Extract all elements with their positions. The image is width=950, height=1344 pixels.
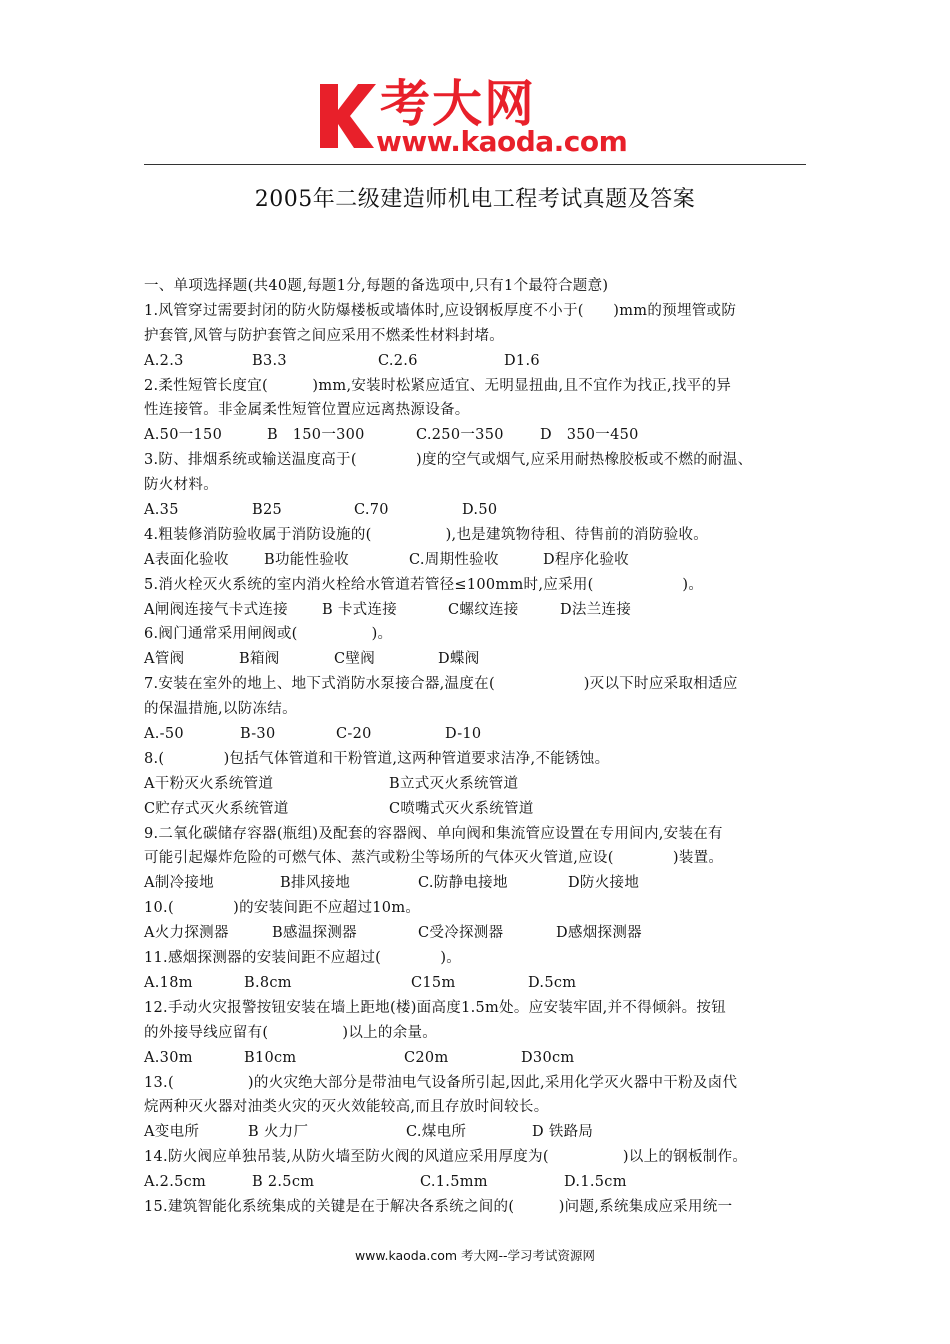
option: C壁阀 [334, 651, 375, 668]
question-item [144, 1195, 814, 1220]
question-text-line: 7.安装在室外的地上、地下式消防水泵接合器,温度在( )灭以下时应采取相适应 [144, 676, 738, 693]
option: C喷嘴式灭火系统管道 [389, 800, 534, 817]
option: C受冷探测器 [418, 925, 504, 942]
question-text-line: 4.粗装修消防验收属于消防设施的( ),也是建筑物待租、待售前的消防验收。 [144, 526, 709, 543]
option: A管阀 [144, 651, 185, 668]
option: B10cm [244, 1049, 297, 1066]
option: A闸阀连接气卡式连接 [144, 601, 288, 618]
option-row [144, 1170, 814, 1195]
question-item [144, 448, 814, 523]
question-item [144, 1071, 814, 1146]
option: D.5cm [528, 974, 577, 991]
question-item [144, 946, 814, 996]
option: D 铁路局 [532, 1124, 594, 1141]
option: B箱阀 [239, 651, 280, 668]
option: D1.6 [504, 352, 540, 369]
question-text-line: 2.柔性短管长度宜( )mm,安装时松紧应适宜、无明显扭曲,且不宜作为找正,找平的异 [144, 377, 732, 394]
option: D程序化验收 [543, 551, 629, 568]
option: B 2.5cm [252, 1174, 315, 1191]
question-text-line: 烷两种灭火器对油类火灾的灭火效能较高,而且存放时间较长。 [144, 1099, 549, 1116]
option-row [144, 971, 814, 996]
option: D-10 [445, 726, 482, 743]
question-item [144, 573, 814, 623]
option: C螺纹连接 [448, 601, 519, 618]
option-row [144, 498, 814, 523]
option: A.2.5cm [144, 1174, 207, 1191]
question-text-line: 12.手动火灾报警按钮安装在墙上距地(楼)面高度1.5m处。应安装牢固,并不得倾斜。按钮 [144, 999, 726, 1016]
option-row [144, 598, 814, 623]
option: C.70 [354, 502, 389, 519]
option: D蝶阀 [438, 651, 480, 668]
option: B 卡式连接 [322, 601, 398, 618]
option: A.18m [144, 974, 193, 991]
question-text-line: 11.感烟探测器的安装间距不应超过( )。 [144, 950, 462, 967]
question-item [144, 672, 814, 747]
option: B排风接地 [280, 875, 351, 892]
document-title: 2005年二级建造师机电工程考试真题及答案 [254, 187, 696, 212]
option-row [144, 423, 814, 448]
logo-chinese-name: 考大网 [380, 75, 536, 133]
option: A.30m [144, 1049, 193, 1066]
option-row [144, 1120, 814, 1145]
option: A火力探测器 [144, 925, 229, 942]
header-divider [144, 164, 806, 165]
option: C.煤电所 [406, 1124, 467, 1141]
question-item [144, 822, 814, 897]
option-row [144, 772, 814, 797]
option-row [144, 647, 814, 672]
question-item [144, 896, 814, 946]
question-text-line: 的外接导线应留有( )以上的余量。 [144, 1024, 438, 1041]
option: A制冷接地 [144, 875, 214, 892]
option: D.50 [462, 502, 498, 519]
kaoda-logo[interactable] [318, 75, 648, 162]
question-text-line: 9.二氧化碳储存容器(瓶组)及配套的容器阀、单向阀和集流管应设置在专用间内,安装在有 [144, 825, 723, 842]
option: B感温探测器 [272, 925, 357, 942]
option: C.周期性验收 [409, 551, 499, 568]
option: C20m [404, 1049, 449, 1066]
question-text-line: 性连接管。非金属柔性短管位置应远离热源设备。 [144, 402, 470, 419]
option: C.250一350 [416, 427, 504, 444]
page-footer[interactable]: www.kaoda.com 考大网--学习考试资源网 [354, 1248, 596, 1263]
question-text-line: 5.消火栓灭火系统的室内消火栓给水管道若管径≤100mm时,应采用( )。 [144, 576, 704, 593]
question-text-line: 可能引起爆炸危险的可燃气体、蒸汽或粉尘等场所的气体灭火管道,应设( )装置。 [144, 850, 724, 867]
option: B 火力厂 [248, 1124, 309, 1141]
option: C-20 [336, 726, 372, 743]
option: B立式灭火系统管道 [389, 775, 519, 792]
option: B25 [252, 502, 283, 519]
option: C15m [411, 974, 456, 991]
question-text-line: 8.( )包括气体管道和干粉管道,这两种管道要求洁净,不能锈蚀。 [144, 750, 610, 767]
option: D感烟探测器 [556, 925, 642, 942]
option: C.1.5mm [420, 1174, 488, 1191]
option: A干粉灭火系统管道 [144, 775, 274, 792]
question-text-line: 15.建筑智能化系统集成的关键是在于解决各系统之间的( )问题,系统集成应采用统一 [144, 1198, 733, 1215]
section-heading: 一、单项选择题(共40题,每题1分,每题的备选项中,只有1个最符合题意) [144, 278, 609, 294]
option: A变电所 [144, 1124, 200, 1141]
question-text-line: 14.防火阀应单独吊装,从防火墙至防火阀的风道应采用厚度为( )以上的钢板制作。 [144, 1149, 748, 1166]
option: B 150一300 [267, 427, 365, 444]
option: B3.3 [252, 352, 287, 369]
option-row [144, 921, 814, 946]
option: B.8cm [244, 974, 292, 991]
question-text-line: 的保温措施,以防冻结。 [144, 701, 297, 718]
option: A.2.3 [144, 352, 184, 369]
question-item [144, 1145, 814, 1195]
question-text-line: 1.风管穿过需要封闭的防火防爆楼板或墙体时,应设钢板厚度不小于( )mm的预埋管或防 [144, 302, 737, 319]
option: D 350一450 [540, 427, 639, 444]
option: A表面化验收 [144, 551, 229, 568]
option-row [144, 1046, 814, 1071]
question-text-line: 13.( )的火灾绝大部分是带油电气设备所引起,因此,采用化学灭火器中干粉及卤代 [144, 1074, 738, 1091]
logo-url: www.kaoda.com [376, 125, 628, 158]
option: C.防静电接地 [418, 875, 508, 892]
question-list [144, 274, 814, 1220]
option-row [144, 349, 814, 374]
question-text-line: 防火材料。 [144, 477, 218, 494]
option-row [144, 548, 814, 573]
option: C贮存式灭火系统管道 [144, 800, 289, 817]
question-item [144, 622, 814, 672]
question-text-line: 6.阀门通常采用闸阀或( )。 [144, 626, 393, 643]
option: D法兰连接 [560, 601, 632, 618]
option-row [144, 722, 814, 747]
question-text-line: 护套管,风管与防护套管之间应采用不燃柔性材料封堵。 [144, 327, 505, 344]
question-item [144, 299, 814, 374]
option-row [144, 871, 814, 896]
option-row [144, 797, 814, 822]
option: B功能性验收 [264, 551, 349, 568]
option: B-30 [240, 726, 276, 743]
option: C.2.6 [378, 352, 418, 369]
question-item [144, 747, 814, 822]
question-text-line: 3.防、排烟系统或输送温度高于( )度的空气或烟气,应采用耐热橡胶板或不燃的耐温、 [144, 452, 753, 469]
option: A.50一150 [144, 427, 223, 444]
question-item [144, 374, 814, 449]
k-logo-icon [318, 80, 378, 150]
option: A.35 [144, 502, 179, 519]
question-item [144, 523, 814, 573]
question-text-line: 10.( )的安装间距不应超过10m。 [144, 900, 421, 917]
option: D防火接地 [568, 875, 640, 892]
option: D.1.5cm [564, 1174, 627, 1191]
question-item [144, 996, 814, 1071]
option: D30cm [521, 1049, 575, 1066]
option: A.-50 [144, 726, 184, 743]
